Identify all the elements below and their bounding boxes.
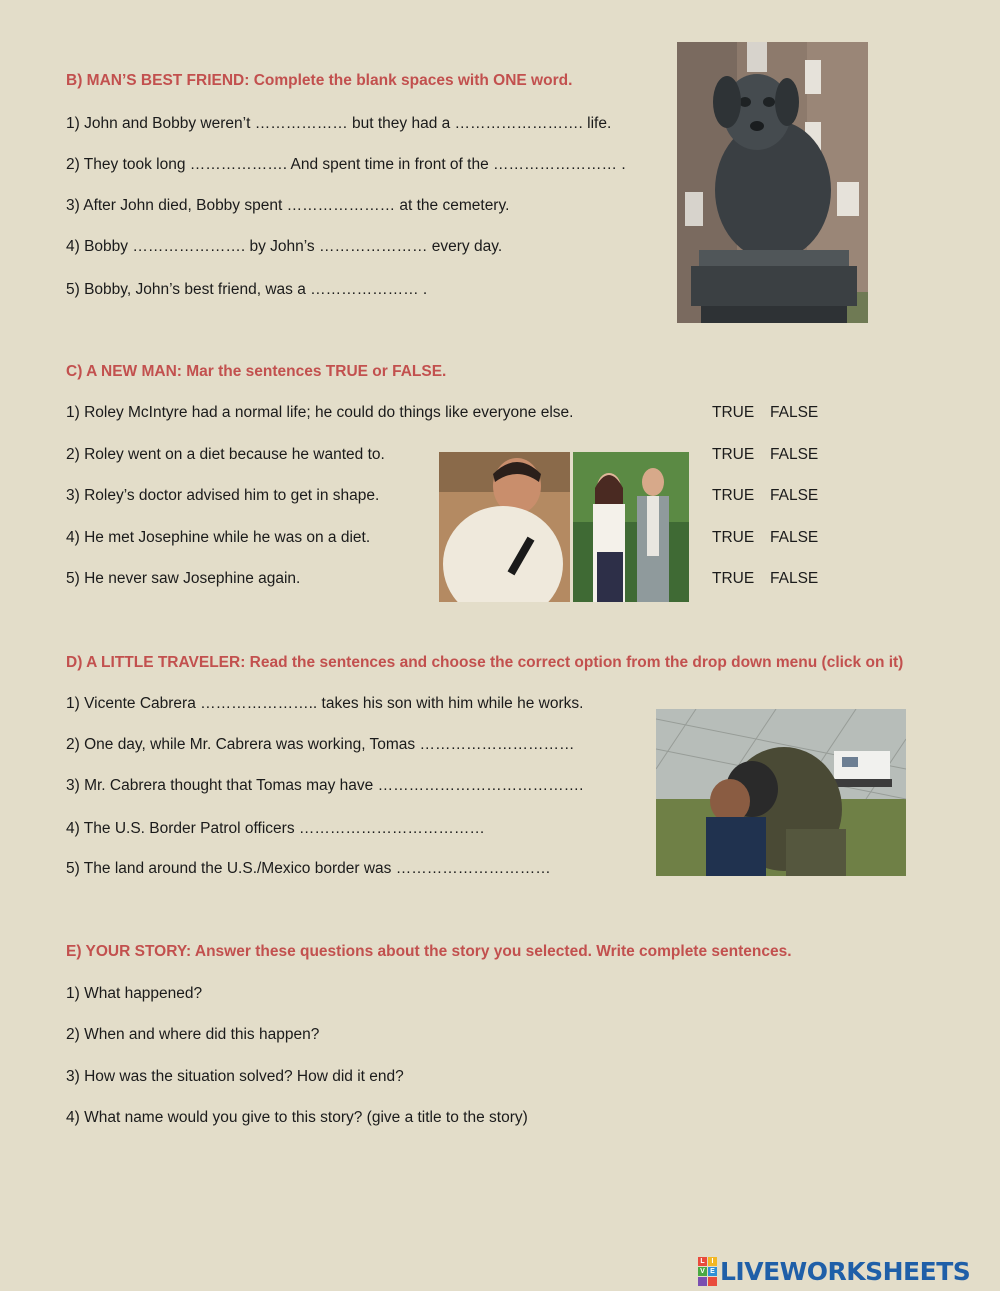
dog-statue-photo	[677, 42, 868, 323]
false-option[interactable]: FALSE	[770, 404, 819, 421]
logo-text: LIVEWORKSHEETS	[720, 1257, 971, 1286]
section-e-item-4: 4) What name would you give to this story? (give a title to the story)	[66, 1109, 528, 1126]
true-option[interactable]: TRUE	[712, 404, 755, 421]
section-d-item-3: 3) Mr. Cabrera thought that Tomas may have ………………………………….	[66, 777, 584, 794]
section-d-item-2: 2) One day, while Mr. Cabrera was working, Tomas …………………………	[66, 736, 575, 753]
section-e-item-3: 3) How was the situation solved? How did it end?	[66, 1068, 404, 1085]
section-d-item-5: 5) The land around the U.S./Mexico border was …………………………	[66, 860, 551, 877]
true-option[interactable]: TRUE	[712, 570, 755, 587]
section-b-item-3: 3) After John died, Bobby spent ………………… at the cemetery.	[66, 197, 510, 214]
logo-letter: L	[698, 1257, 707, 1266]
liveworksheets-logo	[698, 1257, 970, 1286]
false-option[interactable]: FALSE	[770, 529, 819, 546]
before-after-photo	[439, 452, 689, 602]
true-option[interactable]: TRUE	[712, 487, 755, 504]
section-c-item-3: 3) Roley’s doctor advised him to get in shape.	[66, 487, 380, 504]
section-e-item-2: 2) When and where did this happen?	[66, 1026, 320, 1043]
section-c-item-2: 2) Roley went on a diet because he wanted to.	[66, 446, 385, 463]
section-c-heading: C) A NEW MAN: Mar the sentences TRUE or FALSE.	[66, 363, 447, 380]
true-option[interactable]: TRUE	[712, 529, 755, 546]
section-b-heading: B) MAN’S BEST FRIEND: Complete the blank spaces with ONE word.	[66, 72, 573, 89]
section-b-item-5: 5) Bobby, John’s best friend, was a ………………… .	[66, 281, 428, 298]
logo-mark-icon	[698, 1257, 717, 1286]
section-d-item-4: 4) The U.S. Border Patrol officers ………………………………	[66, 820, 485, 837]
logo-letter: I	[708, 1257, 717, 1266]
true-option[interactable]: TRUE	[712, 446, 755, 463]
false-option[interactable]: FALSE	[770, 446, 819, 463]
section-e-heading: E) YOUR STORY: Answer these questions about the story you selected. Write complete sentences.	[66, 943, 792, 960]
logo-letter: V	[698, 1267, 707, 1276]
father-son-photo	[656, 709, 906, 876]
section-b-item-2: 2) They took long ………………. And spent time in front of the …………………… .	[66, 156, 626, 173]
section-c-item-4: 4) He met Josephine while he was on a diet.	[66, 529, 371, 546]
section-e-item-1: 1) What happened?	[66, 985, 203, 1002]
section-c-item-5: 5) He never saw Josephine again.	[66, 570, 301, 587]
section-c-item-1: 1) Roley McIntyre had a normal life; he could do things like everyone else.	[66, 404, 574, 421]
false-option[interactable]: FALSE	[770, 570, 819, 587]
section-b-item-1: 1) John and Bobby weren’t ……………… but they had a ……………………. life.	[66, 115, 612, 132]
section-d-item-1: 1) Vicente Cabrera ………………….. takes his son with him while he works.	[66, 695, 584, 712]
section-b-item-4: 4) Bobby …………………. by John’s ………………… every day.	[66, 238, 503, 255]
section-d-heading: D) A LITTLE TRAVELER: Read the sentences and choose the correct option from the drop down menu (click on it)	[66, 654, 904, 671]
logo-letter: E	[708, 1267, 717, 1276]
false-option[interactable]: FALSE	[770, 487, 819, 504]
